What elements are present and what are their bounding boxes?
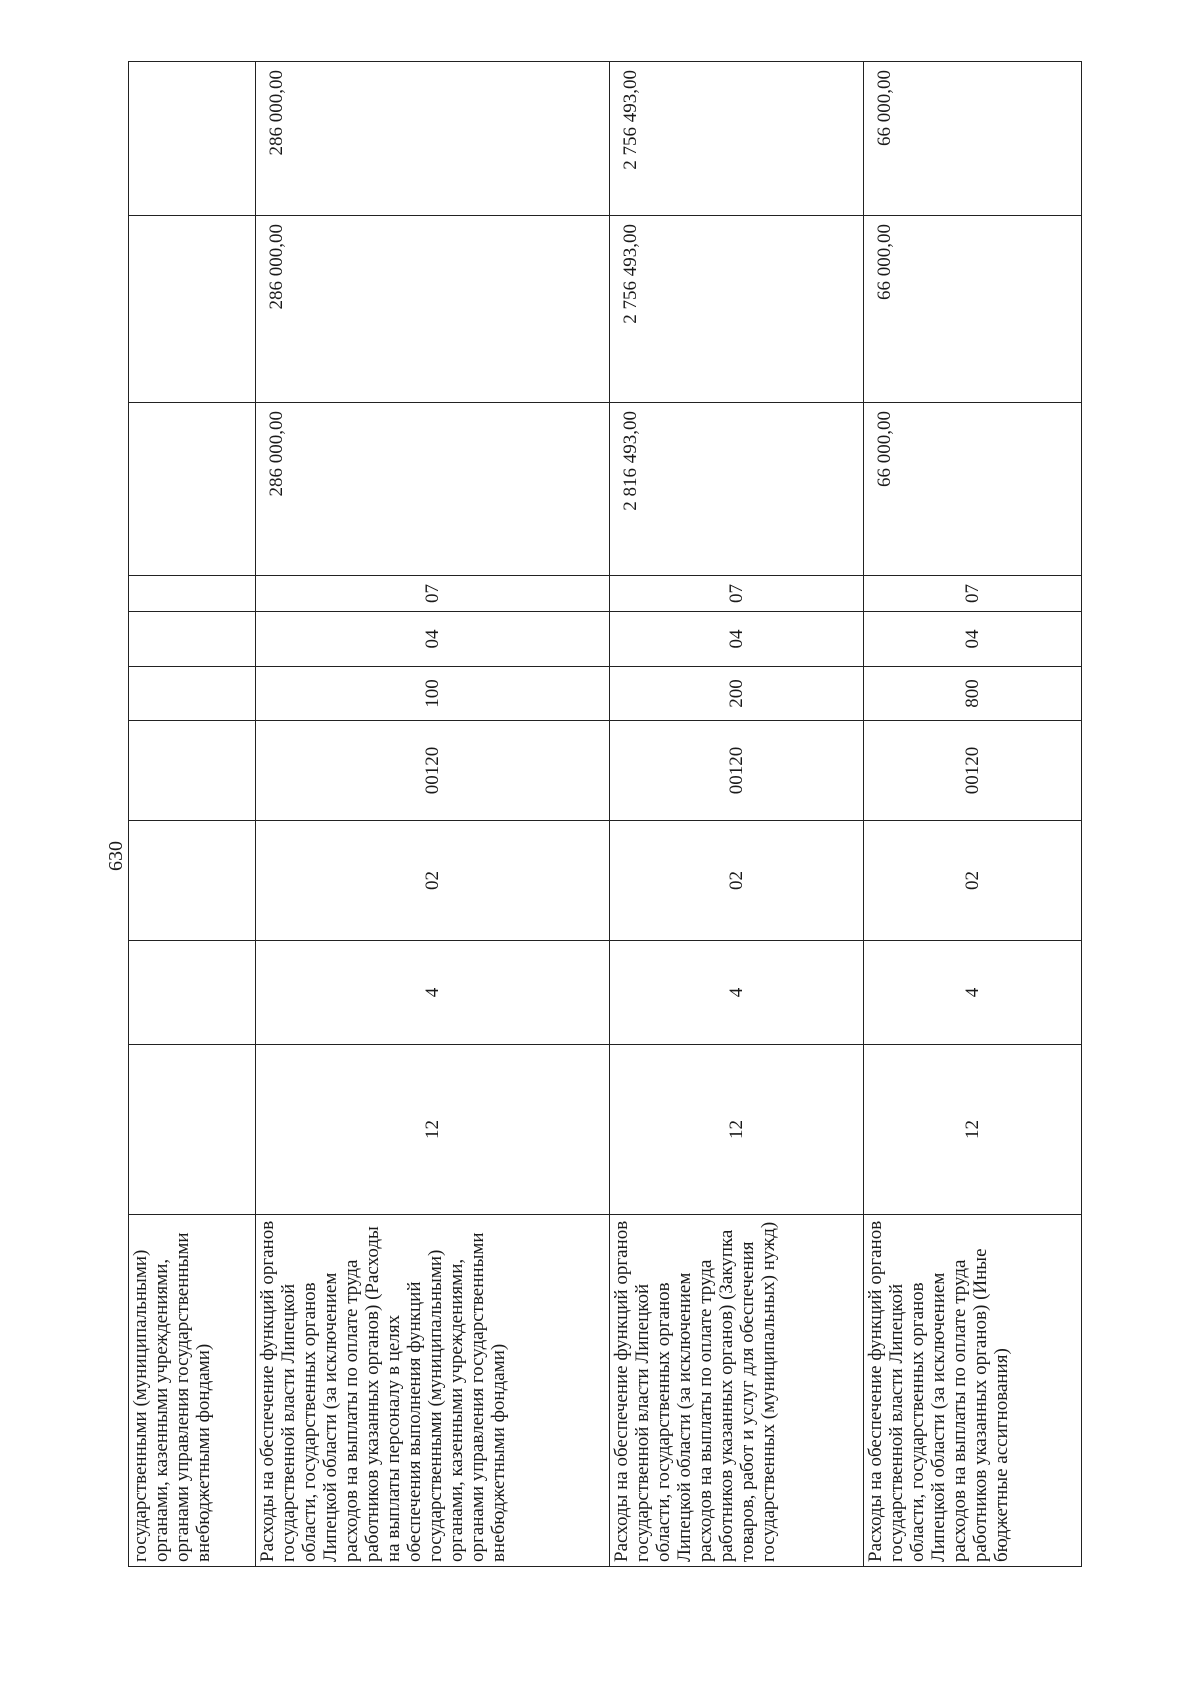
cell-c2: 4 [609, 941, 864, 1045]
cell-c4: 00120 [864, 721, 1082, 821]
table-row [864, 62, 1082, 1567]
cell-c1 [129, 1045, 256, 1215]
row-description: государственными (муниципальными) органами, казенными учреждениями, органами управления государственными внебюджетными фондами) [129, 1215, 256, 1567]
cell-v3 [129, 62, 256, 216]
cell-c7: 07 [256, 576, 609, 612]
cell-c7: 07 [864, 576, 1082, 612]
cell-c6: 04 [256, 612, 609, 667]
cell-c5: 200 [609, 667, 864, 721]
cell-v3: 286 000,00 [256, 62, 609, 216]
table-row [609, 62, 864, 1567]
cell-v1: 66 000,00 [864, 403, 1082, 576]
cell-c1: 12 [256, 1045, 609, 1215]
cell-c1: 12 [864, 1045, 1082, 1215]
cell-c7: 07 [609, 576, 864, 612]
page-number: 630 [105, 841, 127, 871]
table-row [256, 62, 609, 1567]
cell-c3 [129, 821, 256, 941]
cell-c3: 02 [864, 821, 1082, 941]
cell-v1: 286 000,00 [256, 403, 609, 576]
cell-v3: 66 000,00 [864, 62, 1082, 216]
cell-c6 [129, 612, 256, 667]
cell-c5 [129, 667, 256, 721]
cell-c6: 04 [609, 612, 864, 667]
cell-v2: 66 000,00 [864, 216, 1082, 403]
cell-c2 [129, 941, 256, 1045]
cell-c4: 00120 [256, 721, 609, 821]
cell-v2: 286 000,00 [256, 216, 609, 403]
table-row [129, 62, 256, 1567]
cell-c4: 00120 [609, 721, 864, 821]
row-description: Расходы на обеспечение функций органов государственной власти Липецкой области, государственных органов Липецкой области (за исключением расходов на выплаты по оплате труда работников указанных органов) (Иные бюджетные ассигнования) [864, 1215, 1082, 1567]
cell-c3: 02 [256, 821, 609, 941]
cell-c1: 12 [609, 1045, 864, 1215]
cell-v1 [129, 403, 256, 576]
cell-c6: 04 [864, 612, 1082, 667]
cell-c7 [129, 576, 256, 612]
landscape-table-frame [128, 62, 1082, 1567]
cell-c3: 02 [609, 821, 864, 941]
cell-c5: 100 [256, 667, 609, 721]
rotated-table-container [128, 62, 1082, 1567]
cell-v3: 2 756 493,00 [609, 62, 864, 216]
cell-v2 [129, 216, 256, 403]
cell-v2: 2 756 493,00 [609, 216, 864, 403]
cell-c2: 4 [256, 941, 609, 1045]
cell-c5: 800 [864, 667, 1082, 721]
budget-table [128, 61, 1082, 1567]
cell-c4 [129, 721, 256, 821]
row-description: Расходы на обеспечение функций органов государственной власти Липецкой области, государственных органов Липецкой области (за исключением расходов на выплаты по оплате труда работников указанных органов) (Расходы на выплаты персоналу в целях обеспечения выполнения функций государственными (муниципальными) органами, казенными учреждениями, органами управления государственными внебюджетными фондами) [256, 1215, 609, 1567]
cell-c2: 4 [864, 941, 1082, 1045]
row-description: Расходы на обеспечение функций органов государственной власти Липецкой области, государственных органов Липецкой области (за исключением расходов на выплаты по оплате труда работников указанных органов) (Закупка товаров, работ и услуг для обеспечения государственных (муниципальных) нужд) [609, 1215, 864, 1567]
cell-v1: 2 816 493,00 [609, 403, 864, 576]
